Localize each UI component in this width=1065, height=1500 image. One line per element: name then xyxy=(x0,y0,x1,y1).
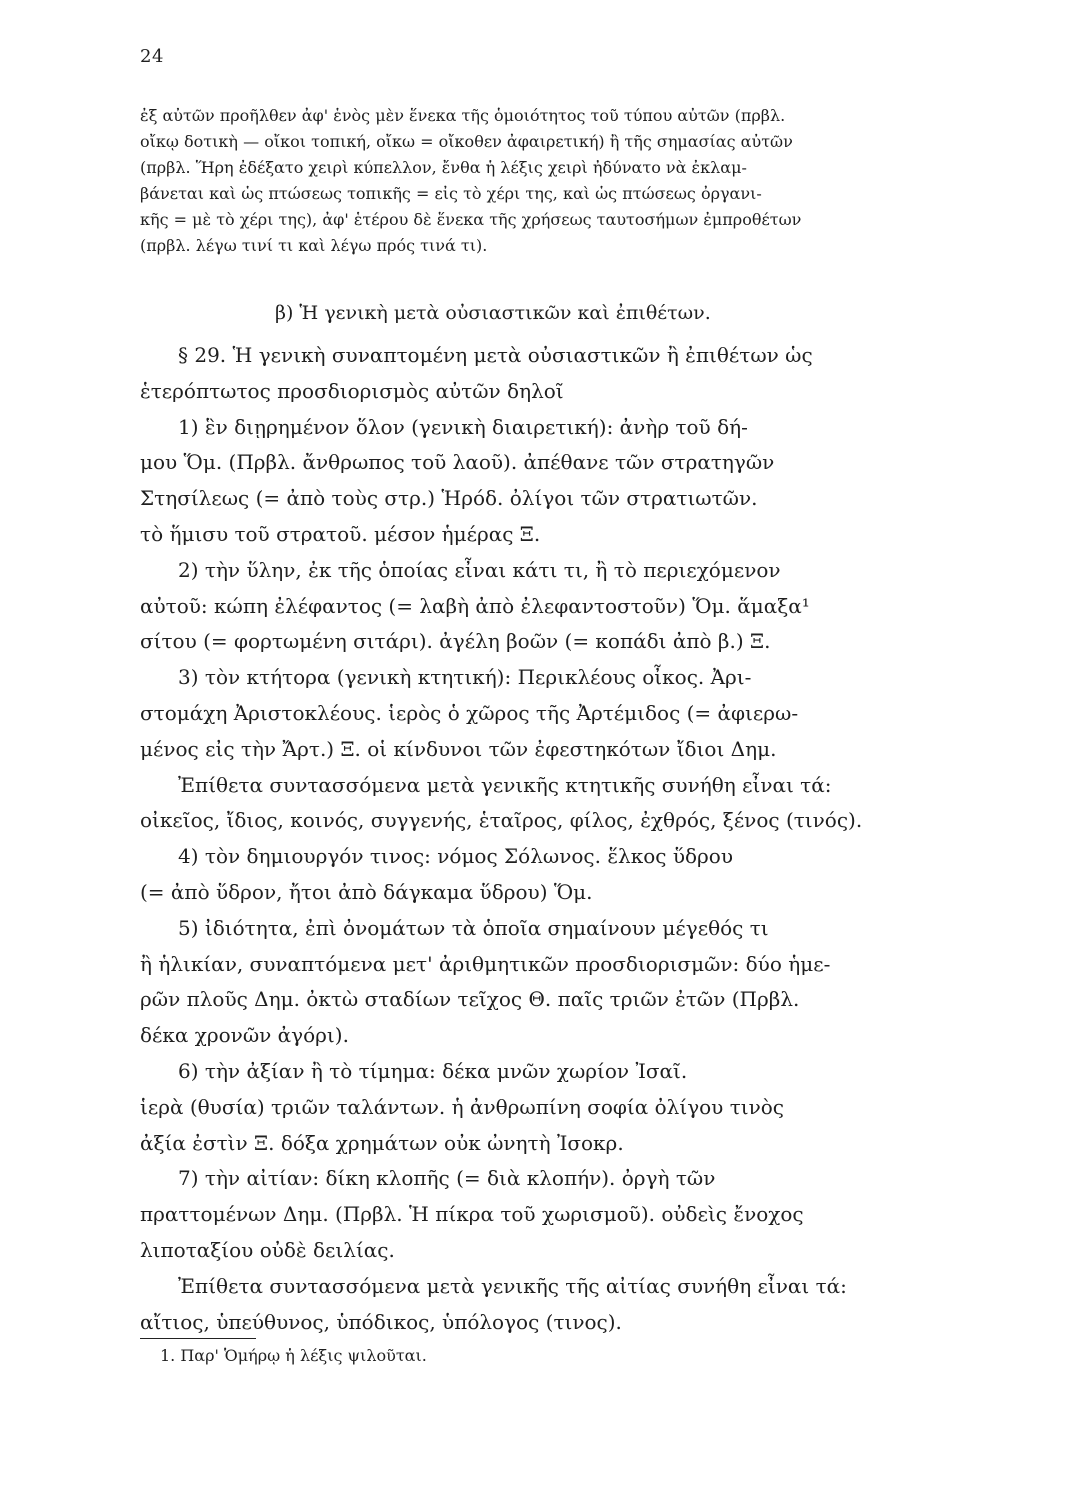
section-line: 5) ἰδιότητα, ἐπὶ ὀνομάτων τὰ ὁποῖα σημαίνουν μέγεθός τι xyxy=(178,915,769,940)
section-line: 6) τὴν ἀξίαν ἢ τὸ τίμημα: δέκα μνῶν χωρίον Ἰσαῖ. xyxy=(178,1058,688,1083)
intro-line: (πρβλ. Ἥρη ἐδέξατο χειρὶ κύπελλον, ἔνθα ἡ λέξις χειρὶ ἠδύνατο νὰ ἐκλαμ- xyxy=(140,158,747,177)
section-line: (= ἀπὸ ὕδρον, ἤτοι ἀπὸ δάγκαμα ὕδρου) Ὅμ. xyxy=(140,879,593,904)
intro-line: βάνεται καὶ ὡς πτώσεως τοπικῆς = εἰς τὸ χέρι της, καὶ ὡς πτώσεως ὀργανι- xyxy=(140,184,762,203)
section-line: οἰκεῖος, ἴδιος, κοινός, συγγενής, ἑταῖρος, φίλος, ἐχθρός, ξένος (τινός). xyxy=(140,808,863,833)
section-line: αἴτιος, ὑπεύθυνος, ὑπόδικος, ὑπόλογος (τινος). xyxy=(140,1309,622,1334)
section-subheading: β) Ἡ γενικὴ μετὰ οὐσιαστικῶν καὶ ἐπιθέτων. xyxy=(275,302,711,324)
intro-paragraph xyxy=(140,103,984,259)
section-line: 1) ἓν διῃρημένον ὅλον (γενικὴ διαιρετική): ἀνὴρ τοῦ δή- xyxy=(178,414,748,439)
section-line: 7) τὴν αἰτίαν: δίκη κλοπῆς (= διὰ κλοπήν). ὀργὴ τῶν xyxy=(178,1166,716,1191)
section-line: § 29. Ἡ γενικὴ συναπτομένη μετὰ οὐσιαστικῶν ἢ ἐπιθέτων ὡς xyxy=(178,343,813,367)
section-line: ρῶν πλοῦς Δημ. ὀκτὼ σταδίων τεῖχος Θ. παῖς τριῶν ἐτῶν (Πρβλ. xyxy=(140,987,800,1012)
section-line: λιποταξίου οὐδὲ δειλίας. xyxy=(140,1237,395,1262)
section-line: πραττομένων Δημ. (Πρβλ. Ἡ πίκρα τοῦ χωρισμοῦ). οὐδεὶς ἔνοχος xyxy=(140,1202,804,1227)
section-line: στομάχη Ἀριστοκλέους. ἱερὸς ὁ χῶρος τῆς Ἀρτέμιδος (= ἀφιερω- xyxy=(140,700,799,725)
section-line: ἀξία ἐστὶν Ξ. δόξα χρημάτων οὐκ ὠνητὴ Ἰσοκρ. xyxy=(140,1130,624,1155)
section-line: δέκα χρονῶν ἀγόρι). xyxy=(140,1023,349,1048)
section-line: αὐτοῦ: κώπη ἐλέφαντος (= λαβὴ ἀπὸ ἐλεφαντοστοῦν) Ὅμ. ἅμαξα¹ xyxy=(140,593,810,618)
section-line: μου Ὅμ. (Πρβλ. ἄνθρωπος τοῦ λαοῦ). ἀπέθανε τῶν στρατηγῶν xyxy=(140,450,775,475)
intro-line: ἐξ αὐτῶν προῆλθεν ἀφ' ἑνὸς μὲν ἕνεκα τῆς ὁμοιότητος τοῦ τύπου αὐτῶν (πρβλ. xyxy=(140,106,786,125)
section-body xyxy=(140,338,984,1340)
section-line: Ἐπίθετα συντασσόμενα μετὰ γενικῆς κτητικῆς συνήθη εἶναι τά: xyxy=(178,772,832,797)
footnote: 1. Παρ' Ὁμήρῳ ἡ λέξις ψιλοῦται. xyxy=(160,1346,427,1365)
section-line: Ἐπίθετα συντασσόμενα μετὰ γενικῆς τῆς αἰτίας συνήθη εἶναι τά: xyxy=(178,1273,847,1298)
section-line: σίτου (= φορτωμένη σιτάρι). ἀγέλη βοῶν (= κοπάδι ἀπὸ β.) Ξ. xyxy=(140,629,771,654)
section-line: 3) τὸν κτήτορα (γενικὴ κτητική): Περικλέους οἶκος. Ἀρι- xyxy=(178,665,752,690)
section-line: μένος εἰς τὴν Ἄρτ.) Ξ. οἱ κίνδυνοι τῶν ἐφεστηκότων ἴδιοι Δημ. xyxy=(140,736,777,761)
intro-line: οἴκῳ δοτικὴ — οἴκοι τοπική, οἴκω = οἴκοθεν ἀφαιρετική) ἢ τῆς σημασίας αὐτῶν xyxy=(140,132,793,151)
section-line: τὸ ἥμισυ τοῦ στρατοῦ. μέσον ἡμέρας Ξ. xyxy=(140,521,541,546)
intro-line: κῆς = μὲ τὸ χέρι της), ἀφ' ἑτέρου δὲ ἕνεκα τῆς χρήσεως ταυτοσήμων ἐμπροθέτων xyxy=(140,210,802,229)
footnote-rule xyxy=(140,1338,256,1339)
section-line: 2) τὴν ὕλην, ἐκ τῆς ὁποίας εἶναι κάτι τι, ἢ τὸ περιεχόμενον xyxy=(178,557,781,582)
section-line: Στησίλεως (= ἀπὸ τοὺς στρ.) Ἡρόδ. ὀλίγοι τῶν στρατιωτῶν. xyxy=(140,486,758,511)
page-number: 24 xyxy=(140,46,164,67)
section-line: 4) τὸν δημιουργόν τινος: νόμος Σόλωνος. ἕλκος ὕδρου xyxy=(178,844,733,869)
section-line: ἱερὰ (θυσία) τριῶν ταλάντων. ἡ ἀνθρωπίνη σοφία ὀλίγου τινὸς xyxy=(140,1094,785,1119)
section-line: ἑτερόπτωτος προσδιορισμὸς αὐτῶν δηλοῖ xyxy=(140,378,564,403)
intro-line: (πρβλ. λέγω τινί τι καὶ λέγω πρός τινά τι). xyxy=(140,236,488,255)
section-line: ἢ ἡλικίαν, συναπτόμενα μετ' ἀριθμητικῶν προσδιορισμῶν: δύο ἡμε- xyxy=(140,951,831,976)
